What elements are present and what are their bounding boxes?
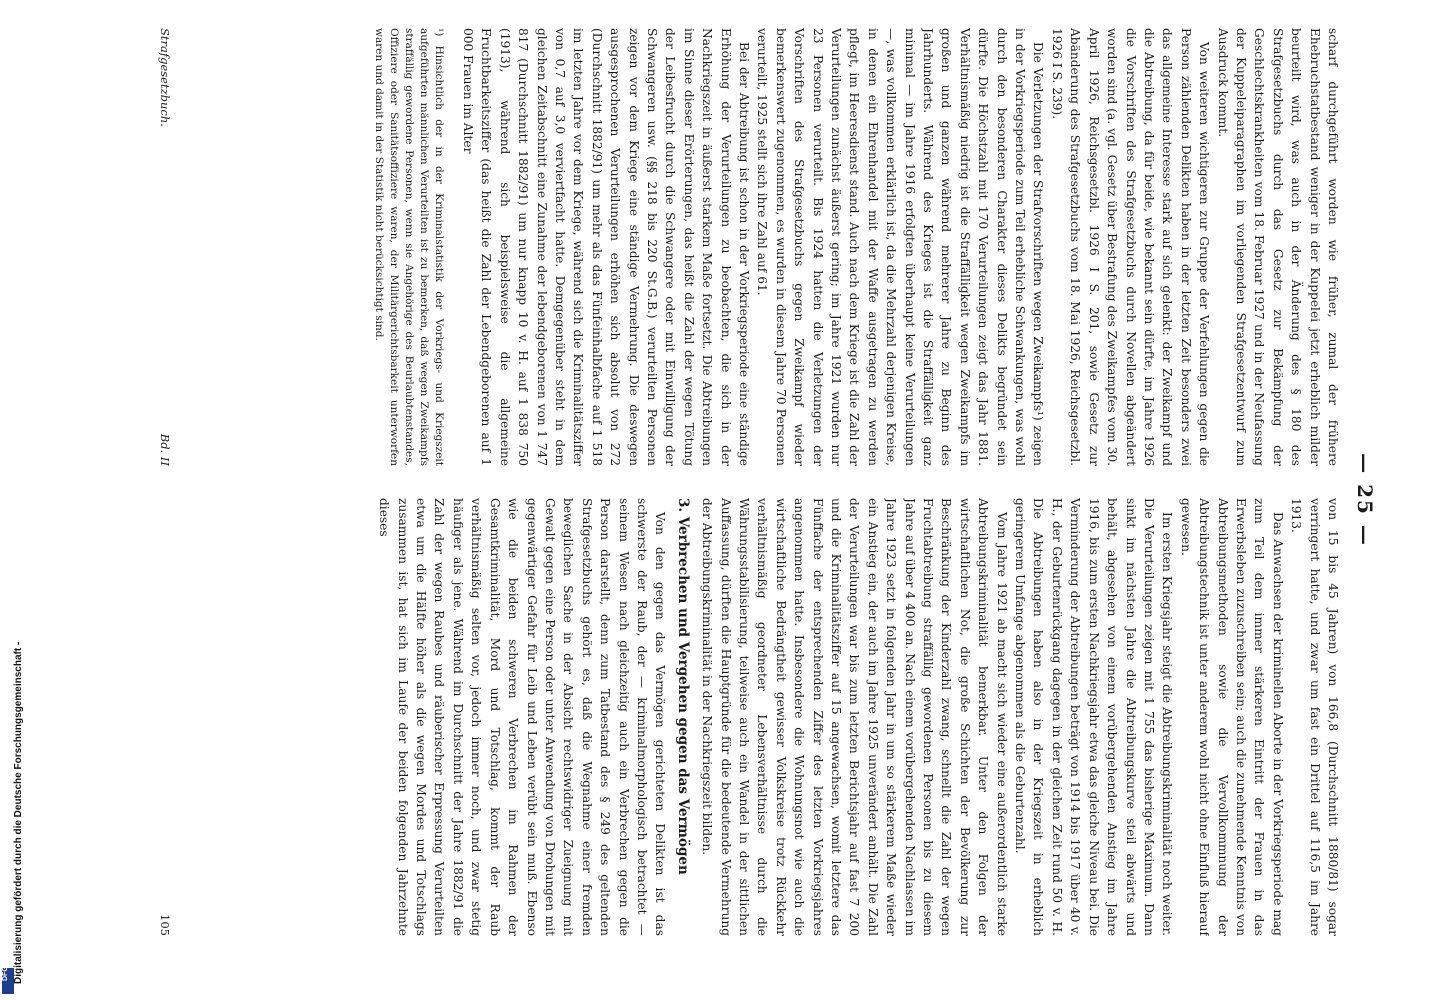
page-reference: 105	[158, 914, 172, 936]
paragraph: Die Verletzungen der Strafvorschriften wegen Zweikampfs¹) zeigen in der Vorkriegsperiode zum Teil erhebliche Schwankungen, was wohl durch den besonderen Charakter dieses Delikts begründet sein dürfte. Die Höchstzahl mit 170 Verurteilungen zeigt das Jahr 1881. Verhältnismäßig niedrig ist die Straffälligkeit wegen Zweikampfs im großen und ganzen während mehrerer Jahre zu Beginn des Jahrhunderts. Während des Krieges ist die Straffälligkeit ganz minimal — im Jahre 1916 erfolgten überhaupt keine Verurteilungen —, was vollkommen erklärlich ist, da die Mehrzahl derjenigen Kreise, in denen ein Ehrenhandel mit der Waffe ausgetragen zu werden pflegt, im Heeresdienst stand. Auch nach dem Kriege ist die Zahl der Verurteilungen zunächst äußerst gering; im Jahre 1921 wurden nur 23 Personen verurteilt. Bis 1924 hatten die Verletzungen der Vorschriften des Strafgesetzbuchs gegen Zweikampf wieder bemerkenswert zugenommen, es wurden in diesem Jahre 70 Personen verurteilt, 1925 stellt sich ihre Zahl auf 61.	[755, 28, 1046, 466]
paragraph: Im ersten Kriegsjahr steigt die Abtreibungskriminalität noch weiter. Die Verurteilungen zeigen mit 1 755 das bisherige Maximum. Dann sinkt im nächsten Jahre die Abtreibungskurve steil abwärts und behält, abgesehen von einem vorübergehenden Anstieg im Jahre 1916, bis zum ersten Nachkriegsjahr etwa das gleiche Niveau bei. Die Verminderung der Abtreibungen beträgt von 1914 bis 1917 über 40 v. H., der Geburtenrückgang dagegen in der gleichen Zeit rund 50 v. H. Die Abtreibungen haben also in der Kriegszeit in erheblich geringerem Umfange abgenommen als die Geburtenzahl.	[1013, 498, 1175, 936]
paragraph: scharf durchgeführt worden wie früher, zumal der frühere Ehebruchstatbestand weniger in der Kuppelei jetzt erheblich milder beurteilt wird, was auch in der Änderung des § 180 des Strafgesetzbuchs durch das Gesetz zur Bekämpfung der Geschlechtskrankheiten vom 18. Februar 1927 und in der Neufassung der Kuppeleiparagraphen im vorliegenden Strafgesetzentwurf zum Ausdruck kommt.	[1215, 28, 1340, 466]
page-number: — 25 —	[1353, 453, 1377, 547]
section-heading: 3. Verbrechen und Vergehen gegen das Vermögen	[674, 498, 691, 875]
paragraph: Von den gegen das Vermögen gerichteten Delikten ist das schwerste der Raub, der — kriminalmorphologisch betrachtet — seinem Wesen nach gleichzeitig auch ein Verbrechen gegen die Person darstellt, denn zum Tatbestand des § 249 des geltenden Strafgesetzbuchs gehört es, daß die Wegnahme einer fremden beweglichen Sache in der Absicht rechtswidriger Zueignung mit Gewalt gegen eine Person oder unter Anwendung von Drohungen mit gegenwärtiger Gefahr für Leib und Leben verübt sein muß. Ebenso wie die beiden schweren Verbrechen im Rahmen der Gesamtkriminalität, Mord und Totschlag, kommt der Raub verhältnismäßig selten vor, jedoch immer noch, und zwar stetig häufiger als jene. Während im Durchschnitt der Jahre 1882/91 die Zahl der wegen Raubes und räuberischer Erpressung Verurteilten etwa um die Hälfte höher als die wegen Mordes und Totschlags zusammen ist, hat sich im Laufe der beiden folgenden Jahrzehnte dieses	[377, 498, 668, 936]
paragraph: Das Anwachsen der kriminellen Aborte in der Vorkriegsperiode mag zum Teil dem immer stärkeren Eintritt der Frauen in das Erwerbsleben zuzuschreiben sein; auch die zunehmende Kenntnis von Abtreibungsmethoden sowie die Vervollkommnung der Abtreibungstechnik ist unter anderem wohl nicht ohne Einfluß hierauf gewesen.	[1178, 498, 1285, 936]
paragraph: von 15 bis 45 Jahren) von 166,8 (Durchschnitt 1880/81) sogar verringert hatte, und zwar um fast ein Drittel auf 116,5 im Jahre 1913.	[1289, 498, 1340, 936]
page-footer-right	[156, 498, 174, 936]
paragraph: Von weiteren wichtigeren zur Gruppe der Verfehlungen gegen die Person zählenden Delikten haben in der letzten Zeit besonders zwei das allgemeine Interesse stark auf sich gelenkt: der Zweikampf und die Abtreibung, da für beide, wie bekannt sein dürfte, im Jahre 1926 die Vorschriften des Strafgesetzbuchs durch Novellen abgeändert worden sind (a. vgl. Gesetz über Bestrafung des Zweikampfes vom 30. April 1926, Reichsgesetzbl. 1926 I S. 201, sowie Gesetz zur Abänderung des Strafgesetzbuchs vom 18. Mai 1926, Reichsgesetzbl. 1926 I S. 239).	[1049, 28, 1212, 466]
logo-text: DFG	[2, 966, 9, 981]
page-footer-left	[156, 28, 174, 466]
volume-label: Bd. II	[158, 433, 172, 466]
digitization-credit: Digitalisierung gefördert durch die Deutsche Forschungsgemeinschaft -	[13, 641, 24, 984]
left-text-column	[0, 28, 1342, 466]
right-text-column	[0, 498, 1342, 936]
footnote: ¹) Hinsichtlich der in der Kriminalstatistik der Vorkriegs- und Kriegszeit aufgeführten männlichen Verurteilten ist zu bemerken, daß wegen Zweikampfs straffällig gewordene Personen, wenn sie Angehörige des Beurlaubtenstandes, Offiziere oder Sanitätsoffiziere waren, der Militärgerichtsbarkeit unterworfen waren und damit in der Statistik nicht berücksichtigt sind.	[373, 28, 446, 466]
paragraph: Bei der Abtreibung ist schon in der Vorkriegsperiode eine ständige Erhöhung der Verurteilungen zu beobachten, die sich in der Nachkriegszeit in äußerst starkem Maße fortsetzt. Die Abtreibungen im Sinne dieser Erörterungen, das heißt die Zahl der wegen Tötung der Leibesfrucht durch die Schwangere oder mit Einwilligung der Schwangeren usw. (§§ 218 bis 220 St.G.B.) verurteilten Personen zeigen vor dem Kriege eine ständige Vermehrung. Die deswegen ausgesprochenen Verurteilungen erhöhen sich absolut von 272 (Durchschnitt 1882/91) um mehr als das Fünfeinhalbfache auf 1 518 im letzten Jahre vor dem Kriege, während sich die Kriminalitätsziffer von 0,7 auf 3,0 verviertfacht hatte. Demgegenüber steht in dem gleichen Zeitabschnitt eine Zunahme der lebendgeborenen von 1 747 817 (Durchschnitt 1882/91) um nur knapp 10 v. H. auf 1 838 750 (1913), während sich beispielsweise die allgemeine Fruchtbarkeitsziffer (das heißt die Zahl der Lebendgeborenen auf 1 000 Frauen im Alter	[460, 28, 751, 466]
paragraph: Vom Jahre 1921 ab macht sich wieder eine außerordentlich starke Abtreibungskriminalität bemerkbar. Unter den Folgen der wirtschaftlichen Not, die große Schichten der Bevölkerung zur Beschränkung der Kinderzahl zwang, schnellt die Zahl der wegen Fruchtabtreibung straffällig gewordenen Personen bis zu diesem Jahre auf über 4 400 an. Nach einem vorübergehenden Nachlassen im Jahre 1923 setzt in folgenden Jahr in um so stärkerem Maße wieder ein Anstieg ein, der auch im Jahre 1925 unverändert anhält. Die Zahl der Verurteilungen war bis zum letzten Berichtsjahr auf fast 7 200 und die Kriminalitätsziffer auf 15 angewachsen, womit letztere das Fünffache der entsprechenden Ziffer des letzten Vorkriegsjahres angenommen hatte. Insbesondere die Wohnungsnot wie auch die wirtschaftliche Bedrängtheit gewisser Volkskreise trotz Rückkehr verhältnismäßig geordneter Lebensverhältnisse durch die Währungsstabilisierung, teilweise auch ein Wandel in der sittlichen Auffassung, dürften die Hauptgründe für die bedeutende Vermehrung der Abtreibungskriminalität in der Nachkriegszeit bilden.	[700, 498, 1009, 936]
book-title: Strafgesetzbuch.	[158, 28, 172, 127]
credit-sidebar	[0, 0, 24, 1000]
